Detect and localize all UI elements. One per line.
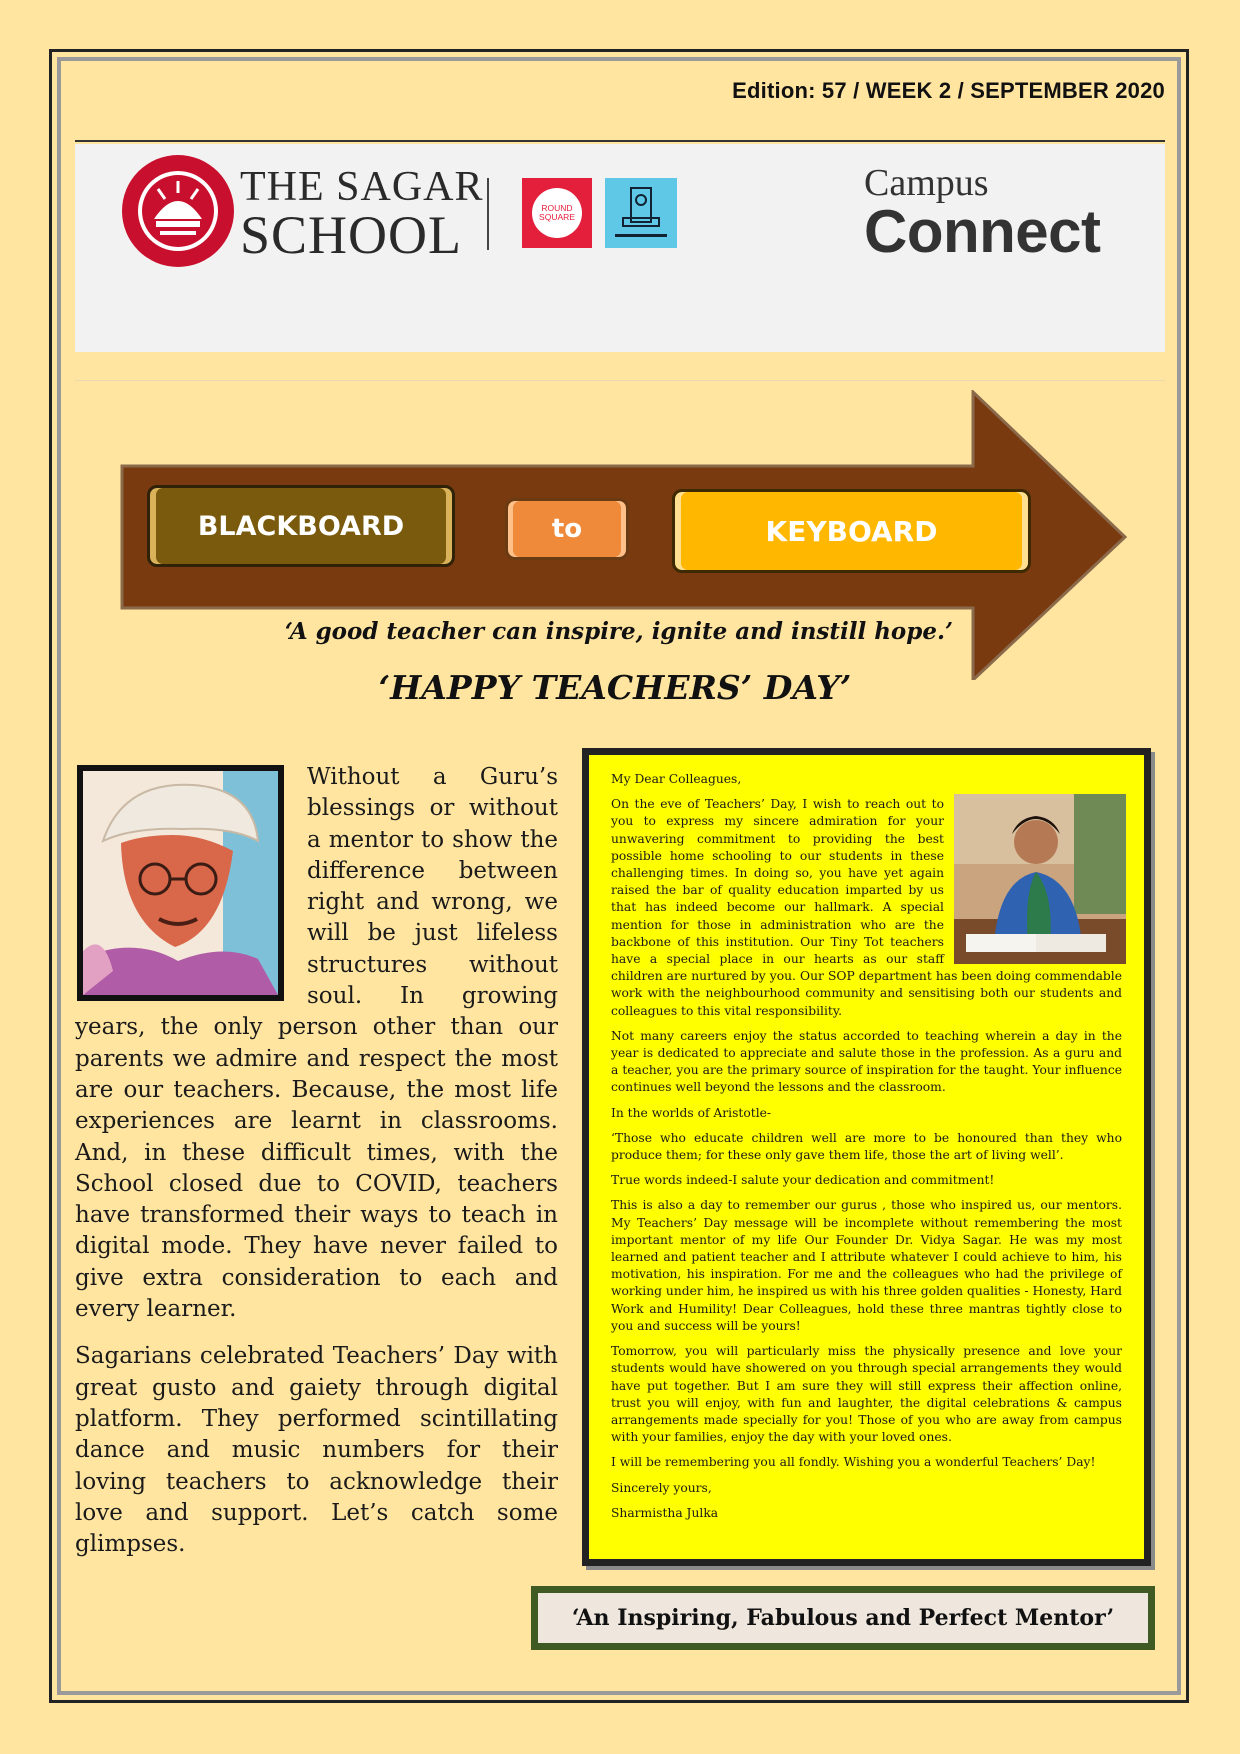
letter-paragraph-4: ‘Those who educate children well are more to be honoured than they who produce them; for these only gave them life, those the art of living well’. (611, 1130, 1122, 1163)
mentor-caption-box (531, 1586, 1155, 1650)
letter-paragraph-7: Tomorrow, you will particularly miss the physically presence and love your students would have showered on you through special arrangements they would have put together. But I am sure they will still express their affection online, trust you will enjoy, with fun and laughter, the digital celebrations & campus arrangements made specially for you! Those of you who are away from campus with your families, enjoy the day with your loved ones. (611, 1344, 1122, 1445)
teacher-quote: ‘A good teacher can inspire, ignite and instill hope.’ (284, 618, 953, 645)
letter-paragraph-3: In the worlds of Aristotle- (611, 1105, 772, 1120)
school-name-line1: THE SAGAR (240, 164, 484, 210)
school-name-line2: SCHOOL (240, 205, 463, 265)
letter-paragraph-8: I will be remembering you all fondly. Wishing you a wonderful Teachers’ Day! (611, 1455, 1096, 1470)
guru-portrait-illustration (83, 771, 278, 995)
irsc-logo (605, 178, 677, 248)
connect-word: Connect (864, 198, 1101, 265)
letter-closing: Sincerely yours, (611, 1480, 712, 1495)
edition-divider (75, 140, 1165, 142)
round-square-label: ROUND SQUARE (532, 188, 582, 238)
to-label: to (505, 498, 629, 560)
school-seal-logo (120, 153, 236, 269)
blackboard-label: BLACKBOARD (147, 485, 455, 567)
principal-photo-illustration (954, 794, 1126, 964)
letter-paragraph-6: This is also a day to remember our gurus , those who inspired us, our mentors. My Teachers’ Day message will be incomplete without remembering the most important mentor of my life Our Founder Dr. Vidya Sagar. He was my most learned and patient teacher and I attribute whatever I could achieve to him, his motivation, his inspiration. For me and the colleagues who had the privilege of working under him, he inspired us with his three golden qualities - Honesty, Hard Work and Humility! Dear Colleagues, hold these three mantras tightly close to you and success will be yours! (611, 1198, 1122, 1333)
mentor-caption: ‘An Inspiring, Fabulous and Perfect Mentor’ (538, 1593, 1148, 1643)
letter-paragraph-2: Not many careers enjoy the status accorded to teaching wherein a day in the year is dedicated to appreciate and salute those in the profession. As a guru and a teacher, you are the primary source of inspiration for the taught. Your influence continues well beyond the lessons and the classroom. (611, 1028, 1122, 1095)
letter-paragraph-1: On the eve of Teachers’ Day, I wish to reach out to you to express my sincere admiration for your unwavering commitment to providing the best possible home schooling to our students in these challenging times. In doing so, you have yet again raised the bar of quality education imparted by us that has indeed become our hallmark. A special mention for those in administration who are the backbone of this institution. Our Tiny Tot teachers have a special place in our hearts as our staff children are nurtured by you. Our SOP department has been doing commendable work with the neighbourhood community and sensitising both our students and colleagues to this vital responsibility. (611, 797, 1122, 1018)
edition-line: Edition: 57 / WEEK 2 / SEPTEMBER 2020 (732, 78, 1165, 103)
letter-signature: Sharmistha Julka (611, 1505, 719, 1520)
school-name (240, 164, 484, 265)
guru-portrait-image (77, 765, 284, 1001)
article-paragraph-2: Sagarians celebrated Teachers’ Day with great gusto and gaiety through digital platform. They performed scintillating dance and music numbers for their loving teachers to acknowledge their love and support. Let’s catch some glimpses. (75, 1343, 558, 1558)
campus-connect-title (864, 162, 1101, 265)
keyboard-label: KEYBOARD (672, 489, 1031, 573)
letter-salutation: My Dear Colleagues, (611, 772, 742, 786)
principal-photo (954, 794, 1126, 964)
happy-teachers-day-heading: ‘HAPPY TEACHERS’ DAY’ (378, 668, 852, 707)
article-paragraph-1: Without a Guru’s blessings or without a mentor to show the difference between right and wrong, we will be just lifeless structures without soul. In growing years, the only person other than our parents we admire and respect the most are our teachers. Because, the most life experiences are learnt in classrooms. And, in these difficult times, with the School closed due to COVID, teachers have transformed their ways to teach in digital mode. They have never failed to give extra consideration to each and every learner. (75, 764, 558, 1323)
masthead-divider (75, 380, 1165, 381)
principal-letter (582, 748, 1151, 1566)
logo-divider (487, 178, 489, 250)
letter-paragraph-5: True words indeed-I salute your dedication and commitment! (611, 1173, 995, 1188)
campus-word: Campus (864, 162, 989, 204)
round-square-logo (522, 178, 592, 248)
